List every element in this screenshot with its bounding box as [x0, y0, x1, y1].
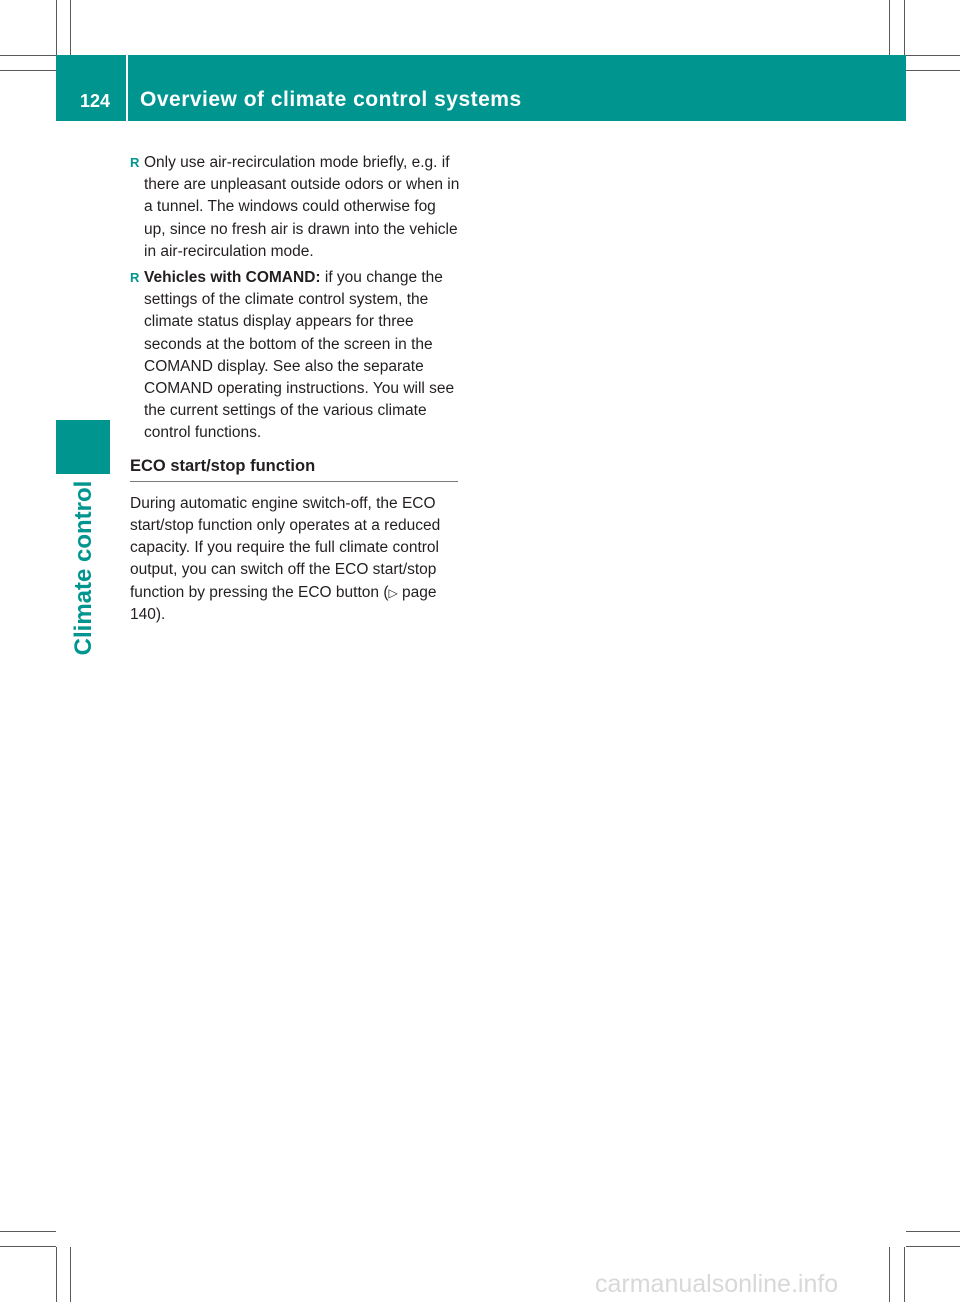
watermark: carmanualsonline.info: [595, 1270, 839, 1298]
crop-mark: [0, 1231, 56, 1232]
list-item-text: if you change the settings of the climate control system, the climate status display appears for three seconds at the bottom of the screen in the COMAND display. See also the separate COMAND operating instructions. You will see the current settings of the various climate control functions.: [144, 269, 455, 442]
crop-mark: [0, 70, 56, 71]
page-reference-link[interactable]: page 140).: [130, 583, 437, 623]
page-title: Overview of climate control systems: [140, 88, 522, 111]
crop-mark: [56, 1247, 57, 1302]
chapter-label: Climate control: [70, 480, 97, 656]
crop-mark: [906, 1231, 960, 1232]
header-divider: [126, 55, 128, 121]
main-content: [130, 152, 460, 626]
bullet-icon: R: [130, 270, 140, 286]
list-item-text: Only use air-recirculation mode briefly, e.g. if there are unpleasant outside odors or when in a tunnel. The windows could otherwise fog up, since no fresh air is drawn into the vehicle in air-recirculation mode.: [144, 154, 460, 260]
list-item-bold: Vehicles with COMAND:: [144, 269, 321, 287]
section-heading: ECO start/stop function: [130, 455, 458, 482]
section-body-text: During automatic engine switch-off, the ECO start/stop function only operates at a reduced capacity. If you require the full climate control output, you can switch off the ECO start/stop function by pressing the ECO button (: [130, 494, 441, 601]
crop-mark: [906, 55, 960, 56]
list-item: [130, 267, 460, 445]
chapter-tab: [56, 420, 110, 474]
crop-mark: [906, 1246, 960, 1247]
crop-mark: [906, 70, 960, 71]
crop-mark: [56, 0, 57, 55]
list-item: [130, 152, 460, 263]
triangle-right-icon: ▷: [388, 585, 398, 600]
crop-mark: [889, 0, 890, 55]
section-body: [130, 493, 460, 626]
crop-mark: [904, 0, 905, 55]
crop-mark: [0, 55, 56, 56]
crop-mark: [904, 1247, 905, 1302]
crop-mark: [0, 1246, 56, 1247]
bullet-icon: R: [130, 155, 140, 170]
page-number: 124: [80, 91, 111, 111]
crop-mark: [70, 1247, 71, 1302]
crop-mark: [70, 0, 71, 55]
crop-mark: [889, 1247, 890, 1302]
